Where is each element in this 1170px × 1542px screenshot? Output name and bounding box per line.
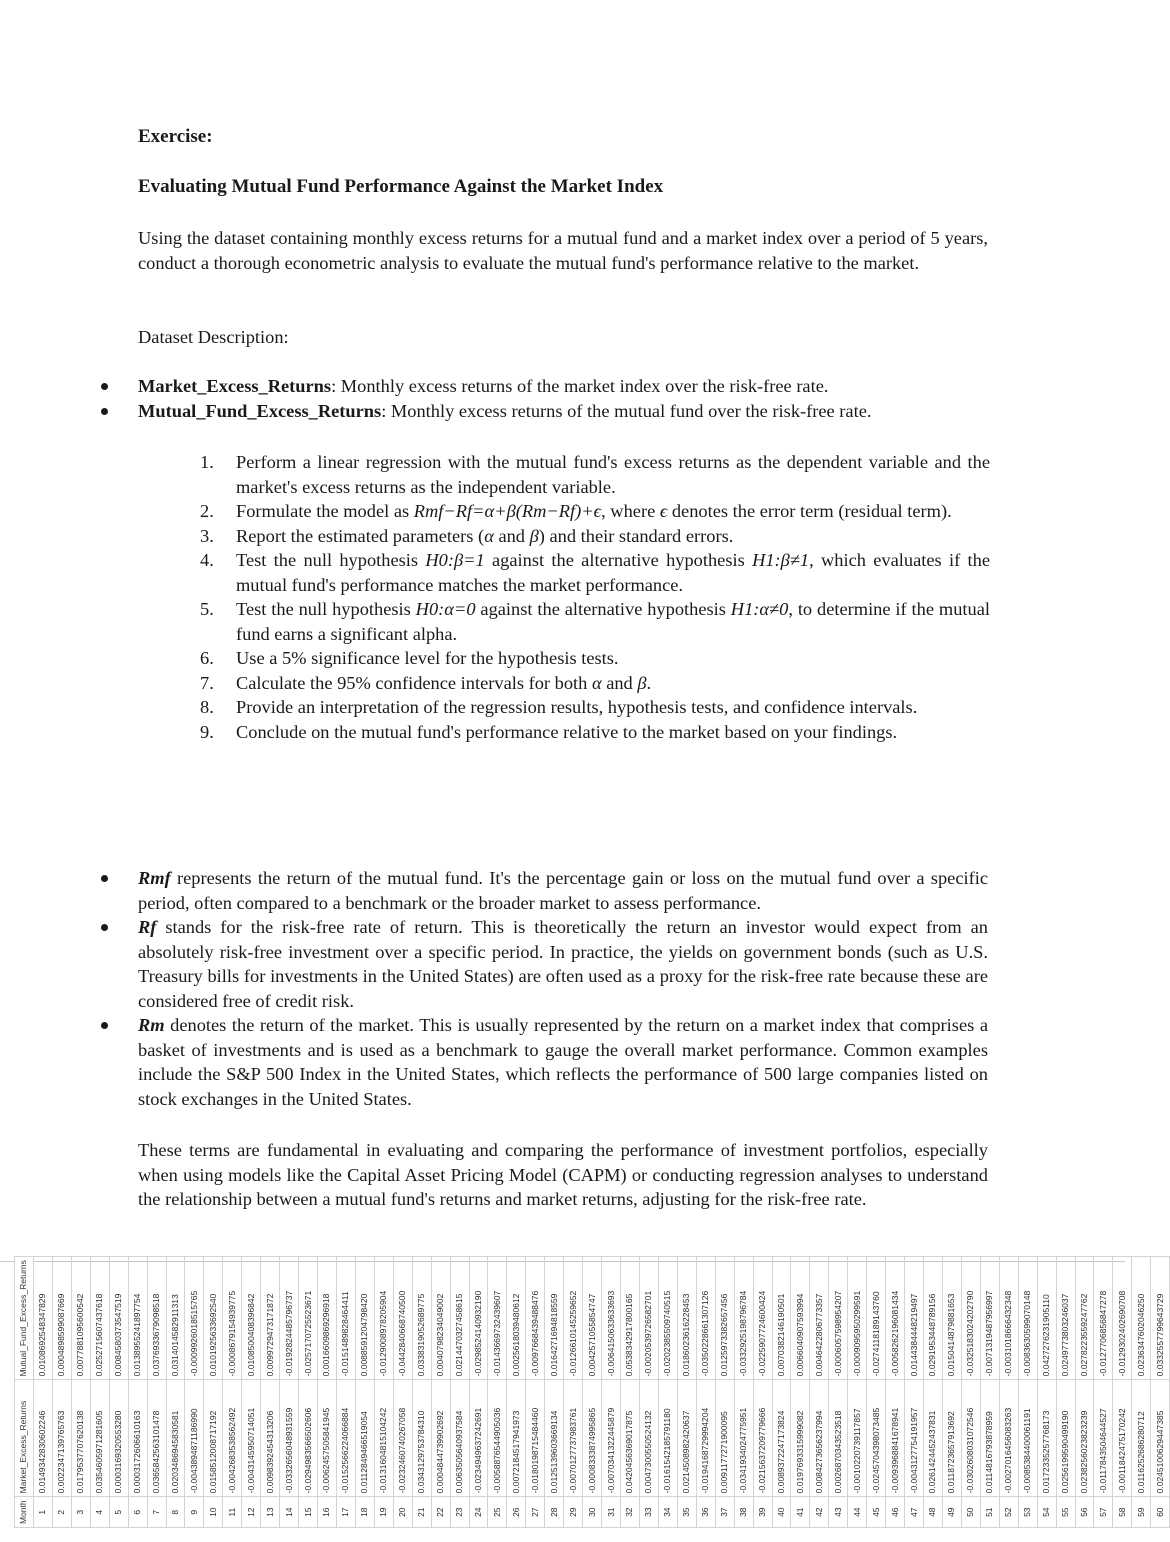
cell-month: 15 [299, 1497, 318, 1528]
cell-fund-excess-return: -0.0143669732439607 [488, 1257, 507, 1380]
cell-fund-excess-return: -0.0442840668740500 [393, 1257, 412, 1380]
cell-month: 12 [242, 1497, 261, 1528]
table-row [734, 1257, 753, 1528]
cell-market-excess-return: 0.0114816793878959 [980, 1380, 999, 1497]
cell-fund-excess-return: 0.0278223559247762 [1075, 1257, 1094, 1380]
cell-fund-excess-return: 0.0214470327458615 [450, 1257, 469, 1380]
cell-fund-excess-return: 0.0144384448219497 [905, 1257, 924, 1380]
cell-month: 51 [980, 1497, 999, 1528]
cell-market-excess-return: -0.0341934024775951 [734, 1380, 753, 1497]
cell-month: 23 [450, 1497, 469, 1528]
cell-month: 8 [166, 1497, 185, 1528]
cell-fund-excess-return: -0.0192824485796737 [280, 1257, 299, 1380]
cell-month: 3 [71, 1497, 90, 1528]
cell-market-excess-return: 0.0158512008717192 [204, 1380, 223, 1497]
cell-month: 47 [905, 1497, 924, 1528]
bullet-dot [101, 924, 108, 931]
cell-month: 50 [961, 1497, 980, 1528]
definition-rf: Rf stands for the risk-free rate of return. This is theoretically the return an investor would expect from an absolutely risk-free investment over a specific period. In practice, the yields on government bonds (such as U.S. Treasury bills for investments in the United States) are often used as a proxy for the risk-free rate because these are considered free of credit risk. [138, 917, 988, 1011]
cell-fund-excess-return: -0.0350228661307126 [696, 1257, 715, 1380]
cell-market-excess-return: -0.0008333874995865 [583, 1380, 602, 1497]
cell-market-excess-return: -0.0042683538562492 [223, 1380, 242, 1497]
step-item: 5. Test the null hypothesis H0:α=0 against the alternative hypothesis H1:α≠0, to determine if the mutual fund earns a significant alpha. [200, 599, 990, 644]
cell-market-excess-return: -0.0043145950714051 [242, 1380, 261, 1497]
cell-month: 38 [734, 1497, 753, 1528]
table-row [318, 1257, 337, 1528]
cell-month: 58 [1113, 1497, 1132, 1528]
cell-market-excess-return: -0.0070341322445879 [602, 1380, 621, 1497]
cell-month: 30 [583, 1497, 602, 1528]
cell-market-excess-return: 0.0365842563101478 [147, 1380, 166, 1497]
cell-fund-excess-return: 0.0077881095600542 [71, 1257, 90, 1380]
table-row [1075, 1257, 1094, 1528]
cell-month: 55 [1056, 1497, 1075, 1528]
bullet-dot [101, 383, 108, 390]
cell-fund-excess-return: -0.0126610145259652 [564, 1257, 583, 1380]
cell-fund-excess-return: 0.0138955241897754 [128, 1257, 147, 1380]
cell-market-excess-return: 0.0063505640937584 [450, 1380, 469, 1497]
cell-fund-excess-return: 0.0046422806773357 [810, 1257, 829, 1380]
table-row [810, 1257, 829, 1528]
cell-market-excess-return: 0.0116252686280712 [1132, 1380, 1151, 1497]
bullet-dot [101, 1022, 108, 1029]
cell-fund-excess-return: 0.0164271694818559 [545, 1257, 564, 1380]
table-row [71, 1257, 90, 1528]
cell-market-excess-return: -0.0161542185791180 [658, 1380, 677, 1497]
step-item: 4. Test the null hypothesis H0:β=1 against the alternative hypothesis H1:β≠1, which evaluates if the mutual fund's performance matches the market performance. [200, 550, 990, 595]
cell-fund-excess-return: -0.0298524140932190 [469, 1257, 488, 1380]
cell-month: 35 [677, 1497, 696, 1528]
table-row [261, 1257, 280, 1528]
cell-month: 1 [33, 1497, 52, 1528]
step-item: 2. Formulate the model as Rmf−Rf=α+β(Rm−Rf)+ϵ, where ϵ denotes the error term (residual term). [200, 501, 952, 521]
cell-month: 13 [261, 1497, 280, 1528]
table-row [961, 1257, 980, 1528]
cell-market-excess-return: 0.0091177271900095 [715, 1380, 734, 1497]
table-row [204, 1257, 223, 1528]
cell-market-excess-return: -0.0010220739117857 [848, 1380, 867, 1497]
table-row [109, 1257, 128, 1528]
cell-market-excess-return: 0.0354605971281605 [90, 1380, 109, 1497]
cell-month: 2 [52, 1497, 71, 1528]
dataset-heading: Dataset Description: [138, 327, 289, 347]
cell-month: 44 [848, 1497, 867, 1528]
table-row [1132, 1257, 1151, 1528]
closing-paragraph: These terms are fundamental in evaluating and comparing the performance of investment portfolios, especially when using models like the Capital Asset Pricing Model (CAPM) or conducting regression analyses to understand the relationship between a mutual fund's returns and market returns, adjusting for the risk-free rate. [138, 1140, 988, 1209]
table-row [564, 1257, 583, 1528]
cell-fund-excess-return: -0.0127706856847278 [1094, 1257, 1113, 1380]
cell-fund-excess-return: -0.0202385509740515 [658, 1257, 677, 1380]
table-row [469, 1257, 488, 1528]
cell-fund-excess-return: 0.0004898599087669 [52, 1257, 71, 1380]
cell-fund-excess-return: -0.0325183024202790 [961, 1257, 980, 1380]
table-row [166, 1257, 185, 1528]
table-row [526, 1257, 545, 1528]
cell-month: 18 [355, 1497, 374, 1528]
table-row [355, 1257, 374, 1528]
cell-market-excess-return: 0.0197693315999082 [791, 1380, 810, 1497]
cell-month: 57 [1094, 1497, 1113, 1528]
step-item: 6. Use a 5% significance level for the hypothesis tests. [200, 648, 619, 668]
cell-market-excess-return: 0.0179537707620138 [71, 1380, 90, 1497]
cell-fund-excess-return: 0.0040798234049002 [431, 1257, 450, 1380]
variable-fund: Mutual_Fund_Excess_Returns: Monthly excess returns of the mutual fund over the risk-free rate. [138, 401, 872, 421]
cell-month: 52 [999, 1497, 1018, 1528]
cell-market-excess-return: 0.0238256023823239 [1075, 1380, 1094, 1497]
cell-fund-excess-return: -0.0006057598954207 [829, 1257, 848, 1380]
cell-fund-excess-return: -0.0274118189143760 [867, 1257, 886, 1380]
cell-month: 28 [545, 1497, 564, 1528]
table-row [128, 1257, 147, 1528]
cell-market-excess-return: -0.0058876544905036 [488, 1380, 507, 1497]
table-row [374, 1257, 393, 1528]
cell-fund-excess-return: -0.0031018666432348 [999, 1257, 1018, 1380]
cell-month: 16 [318, 1497, 337, 1528]
cell-month: 34 [658, 1497, 677, 1528]
cell-month: 27 [526, 1497, 545, 1528]
table-row [431, 1257, 450, 1528]
cell-market-excess-return: -0.0027016456083263 [999, 1380, 1018, 1497]
cell-fund-excess-return: 0.0252715607437618 [90, 1257, 109, 1380]
cell-fund-excess-return: -0.0225907724600424 [753, 1257, 772, 1380]
cell-market-excess-return: 0.0245100629447385 [1151, 1380, 1170, 1497]
table-row [999, 1257, 1018, 1528]
cell-fund-excess-return: 0.0538342917800165 [621, 1257, 640, 1380]
cell-month: 39 [753, 1497, 772, 1528]
cell-market-excess-return: -0.0062457505841945 [318, 1380, 337, 1497]
step-item: 3. Report the estimated parameters (α and β) and their standard errors. [200, 525, 734, 546]
table-row [621, 1257, 640, 1528]
step-item: 8. Provide an interpretation of the regression results, hypothesis tests, and confidence intervals. [200, 697, 918, 717]
cell-fund-excess-return: -0.0064150633633693 [602, 1257, 621, 1380]
exercise-title: Evaluating Mutual Fund Performance Against the Market Index [138, 176, 664, 197]
cell-month: 40 [772, 1497, 791, 1528]
cell-market-excess-return: -0.0245704398073485 [867, 1380, 886, 1497]
header-month: Month [15, 1497, 34, 1528]
table-row [280, 1257, 299, 1528]
cell-fund-excess-return: -0.0129008978205904 [374, 1257, 393, 1380]
cell-month: 4 [90, 1497, 109, 1528]
table-row [602, 1257, 621, 1528]
cell-fund-excess-return: 0.0016609869296918 [318, 1257, 337, 1380]
cell-fund-excess-return: -0.0058262196081434 [886, 1257, 905, 1380]
table-row [696, 1257, 715, 1528]
exercise-label: Exercise: [138, 126, 213, 147]
table-row [772, 1257, 791, 1528]
cell-month: 26 [507, 1497, 526, 1528]
header-market-excess-returns: Market_Excess_Returns [15, 1380, 34, 1497]
cell-fund-excess-return: -0.0257170725523671 [299, 1257, 318, 1380]
table-row [980, 1257, 999, 1528]
cell-market-excess-return: -0.0234949637242691 [469, 1380, 488, 1497]
table-row [52, 1257, 71, 1528]
table-row [639, 1257, 658, 1528]
table-row [507, 1257, 526, 1528]
cell-month: 59 [1132, 1497, 1151, 1528]
cell-market-excess-return: 0.0125139603669134 [545, 1380, 564, 1497]
table-row [412, 1257, 431, 1528]
cell-market-excess-return: 0.0256199590499190 [1056, 1380, 1075, 1497]
cell-market-excess-return: -0.0011842475170242 [1113, 1380, 1132, 1497]
cell-fund-excess-return: -0.0332925198796784 [734, 1257, 753, 1380]
table-row [393, 1257, 412, 1528]
cell-month: 19 [374, 1497, 393, 1528]
table-row [753, 1257, 772, 1528]
table-row [1094, 1257, 1113, 1528]
cell-month: 22 [431, 1497, 450, 1528]
cell-market-excess-return: -0.0152566224066884 [336, 1380, 355, 1497]
cell-market-excess-return: -0.0070127737983761 [564, 1380, 583, 1497]
table-header-row [15, 1257, 34, 1528]
dataset-table-region [0, 1260, 1165, 1542]
cell-fund-excess-return: -0.0097668439488476 [526, 1257, 545, 1380]
variable-market: Market_Excess_Returns: Monthly excess returns of the market index over the risk-free rate. [138, 376, 829, 396]
dataset-table [14, 1256, 1170, 1528]
step-item: 9. Conclude on the mutual fund's performance relative to the market based on your findings. [200, 721, 898, 742]
cell-month: 6 [128, 1497, 147, 1528]
cell-month: 31 [602, 1497, 621, 1528]
cell-market-excess-return: -0.0043894871186990 [185, 1380, 204, 1497]
table-row [829, 1257, 848, 1528]
cell-month: 41 [791, 1497, 810, 1528]
cell-month: 53 [1018, 1497, 1037, 1528]
cell-month: 42 [810, 1497, 829, 1528]
cell-month: 36 [696, 1497, 715, 1528]
cell-market-excess-return: 0.0026870343523518 [829, 1380, 848, 1497]
table-row [223, 1257, 242, 1528]
cell-market-excess-return: 0.0112849466519054 [355, 1380, 374, 1497]
cell-market-excess-return: 0.0261424452437831 [924, 1380, 943, 1497]
cell-fund-excess-return: 0.0108500408396842 [242, 1257, 261, 1380]
cell-market-excess-return: -0.0085384400061191 [1018, 1380, 1037, 1497]
cell-month: 45 [867, 1497, 886, 1528]
cell-month: 10 [204, 1497, 223, 1528]
definition-rm: Rm denotes the return of the market. This is usually represented by the return on a market index that comprises a basket of investments and is used as a benchmark to gauge the overall market performance. Common examples include the S&P 500 Index in the United States, which reflects the performance of 500 large companies listed on stock exchanges in the United States. [138, 1015, 988, 1109]
cell-fund-excess-return: 0.0338319052689775 [412, 1257, 431, 1380]
cell-month: 49 [942, 1497, 961, 1528]
cell-month: 32 [621, 1497, 640, 1528]
table-row [1018, 1257, 1037, 1528]
cell-month: 48 [924, 1497, 943, 1528]
table-row [583, 1257, 602, 1528]
cell-fund-excess-return: -0.0083630599070148 [1018, 1257, 1037, 1380]
cell-month: 54 [1037, 1497, 1056, 1528]
cell-market-excess-return: 0.0004844739902692 [431, 1380, 450, 1497]
cell-fund-excess-return: 0.0150414879881653 [942, 1257, 961, 1380]
bullet-dot [101, 408, 108, 415]
table-row [886, 1257, 905, 1528]
intro-paragraph: Using the dataset containing monthly excess returns for a mutual fund and a market index over a period of 5 years, conduct a thorough econometric analysis to evaluate the mutual fund's performance relative to the market. [138, 228, 988, 273]
table-row [33, 1257, 52, 1528]
cell-market-excess-return: -0.0232460740267058 [393, 1380, 412, 1497]
cell-fund-excess-return: -0.0151489828464411 [336, 1257, 355, 1380]
cell-fund-excess-return: 0.0236347602046250 [1132, 1257, 1151, 1380]
table-row [545, 1257, 564, 1528]
table-row [147, 1257, 166, 1528]
cell-fund-excess-return: 0.0070382146190501 [772, 1257, 791, 1380]
cell-fund-excess-return: 0.0042571055854747 [583, 1257, 602, 1380]
table-body [33, 1257, 1169, 1528]
cell-market-excess-return: 0.0214508982420637 [677, 1380, 696, 1497]
cell-fund-excess-return: 0.0099729473171872 [261, 1257, 280, 1380]
cell-market-excess-return: -0.0180198715484460 [526, 1380, 545, 1497]
cell-month: 46 [886, 1497, 905, 1528]
cell-market-excess-return: -0.0093968841678941 [886, 1380, 905, 1497]
definition-rmf: Rmf represents the return of the mutual fund. It's the percentage gain or loss on the mutual fund over a specific period, often compared to a benchmark or the broader market to assess performance. [138, 868, 988, 913]
cell-market-excess-return: -0.0043127754191957 [905, 1380, 924, 1497]
cell-fund-excess-return: 0.0332557799643729 [1151, 1257, 1170, 1380]
cell-fund-excess-return: 0.0066040907593994 [791, 1257, 810, 1380]
table-row [90, 1257, 109, 1528]
table-row [242, 1257, 261, 1528]
cell-market-excess-return: -0.0294983566502606 [299, 1380, 318, 1497]
cell-market-excess-return: 0.0098392454313206 [261, 1380, 280, 1497]
cell-fund-excess-return: -0.0009926018515765 [185, 1257, 204, 1380]
cell-market-excess-return: 0.0022347139765763 [52, 1380, 71, 1497]
cell-fund-excess-return: -0.0020539726582701 [639, 1257, 658, 1380]
table-row [488, 1257, 507, 1528]
table-row [1151, 1257, 1170, 1528]
cell-market-excess-return: 0.0089372247173824 [772, 1380, 791, 1497]
table-row [867, 1257, 886, 1528]
cell-market-excess-return: 0.0343129753784310 [412, 1380, 431, 1497]
cell-market-excess-return: 0.0003172606610163 [128, 1380, 147, 1497]
table-row [942, 1257, 961, 1528]
cell-market-excess-return: 0.0172335257768173 [1037, 1380, 1056, 1497]
cell-fund-excess-return: 0.0088591204798420 [355, 1257, 374, 1380]
cell-fund-excess-return: 0.0249773803246037 [1056, 1257, 1075, 1380]
cell-market-excess-return: 0.0420456369017875 [621, 1380, 640, 1497]
cell-fund-excess-return: 0.0025618039480612 [507, 1257, 526, 1380]
table-row [791, 1257, 810, 1528]
cell-market-excess-return: -0.0332656048931559 [280, 1380, 299, 1497]
cell-month: 33 [639, 1497, 658, 1528]
cell-market-excess-return: -0.0194168729994204 [696, 1380, 715, 1497]
cell-fund-excess-return: 0.0376933679098518 [147, 1257, 166, 1380]
cell-month: 7 [147, 1497, 166, 1528]
cell-fund-excess-return: -0.0008679154939775 [223, 1257, 242, 1380]
cell-month: 56 [1075, 1497, 1094, 1528]
cell-month: 37 [715, 1497, 734, 1528]
cell-fund-excess-return: 0.0427276231905110 [1037, 1257, 1056, 1380]
cell-month: 20 [393, 1497, 412, 1528]
cell-market-excess-return: -0.0302608031072546 [961, 1380, 980, 1497]
table-row [677, 1257, 696, 1528]
cell-month: 25 [488, 1497, 507, 1528]
cell-fund-excess-return: 0.0101925633692540 [204, 1257, 223, 1380]
cell-market-excess-return: 0.0072184517941973 [507, 1380, 526, 1497]
table-row [336, 1257, 355, 1528]
cell-market-excess-return: 0.0118723657913692 [942, 1380, 961, 1497]
cell-fund-excess-return: -0.0009095950299591 [848, 1257, 867, 1380]
cell-market-excess-return: 0.0203486945830581 [166, 1380, 185, 1497]
cell-market-excess-return: -0.0215637209779666 [753, 1380, 772, 1497]
cell-market-excess-return: -0.0117843504644527 [1094, 1380, 1113, 1497]
table-row [848, 1257, 867, 1528]
cell-month: 17 [336, 1497, 355, 1528]
cell-fund-excess-return: 0.0108692548347829 [33, 1257, 52, 1380]
table-row [658, 1257, 677, 1528]
table-row [924, 1257, 943, 1528]
table-row [450, 1257, 469, 1528]
table-row [1113, 1257, 1132, 1528]
task-steps-list [200, 450, 990, 744]
table-row [299, 1257, 318, 1528]
cell-fund-excess-return: 0.0314014582911313 [166, 1257, 185, 1380]
table-row [185, 1257, 204, 1528]
step-item: 7. Calculate the 95% confidence intervals for both α and β. [200, 672, 652, 693]
cell-month: 29 [564, 1497, 583, 1528]
cell-month: 43 [829, 1497, 848, 1528]
cell-market-excess-return: 0.0003169320553280 [109, 1380, 128, 1497]
table-row [1056, 1257, 1075, 1528]
cell-market-excess-return: 0.0084273656237994 [810, 1380, 829, 1497]
cell-fund-excess-return: -0.0129302402690708 [1113, 1257, 1132, 1380]
cell-market-excess-return: 0.0047300550524132 [639, 1380, 658, 1497]
cell-fund-excess-return: 0.0186023616228453 [677, 1257, 696, 1380]
cell-month: 21 [412, 1497, 431, 1528]
step-item: 1. Perform a linear regression with the mutual fund's excess returns as the dependent variable and the market's excess returns as the independent variable. [200, 452, 990, 497]
cell-month: 11 [223, 1497, 242, 1528]
cell-month: 14 [280, 1497, 299, 1528]
cell-fund-excess-return: 0.0291953448789156 [924, 1257, 943, 1380]
table-row [1037, 1257, 1056, 1528]
cell-month: 24 [469, 1497, 488, 1528]
cell-fund-excess-return: -0.0071319487956997 [980, 1257, 999, 1380]
table-row [715, 1257, 734, 1528]
cell-month: 60 [1151, 1497, 1170, 1528]
table-row [905, 1257, 924, 1528]
cell-market-excess-return: -0.0131604815104242 [374, 1380, 393, 1497]
cell-month: 9 [185, 1497, 204, 1528]
bullet-dot [101, 875, 108, 882]
cell-month: 5 [109, 1497, 128, 1528]
header-mutual-fund-excess-returns: Mutual_Fund_Excess_Returns [15, 1257, 34, 1380]
cell-fund-excess-return: 0.0084580373547519 [109, 1257, 128, 1380]
cell-fund-excess-return: 0.0125973382657456 [715, 1257, 734, 1380]
cell-market-excess-return: 0.0149342830602246 [33, 1380, 52, 1497]
